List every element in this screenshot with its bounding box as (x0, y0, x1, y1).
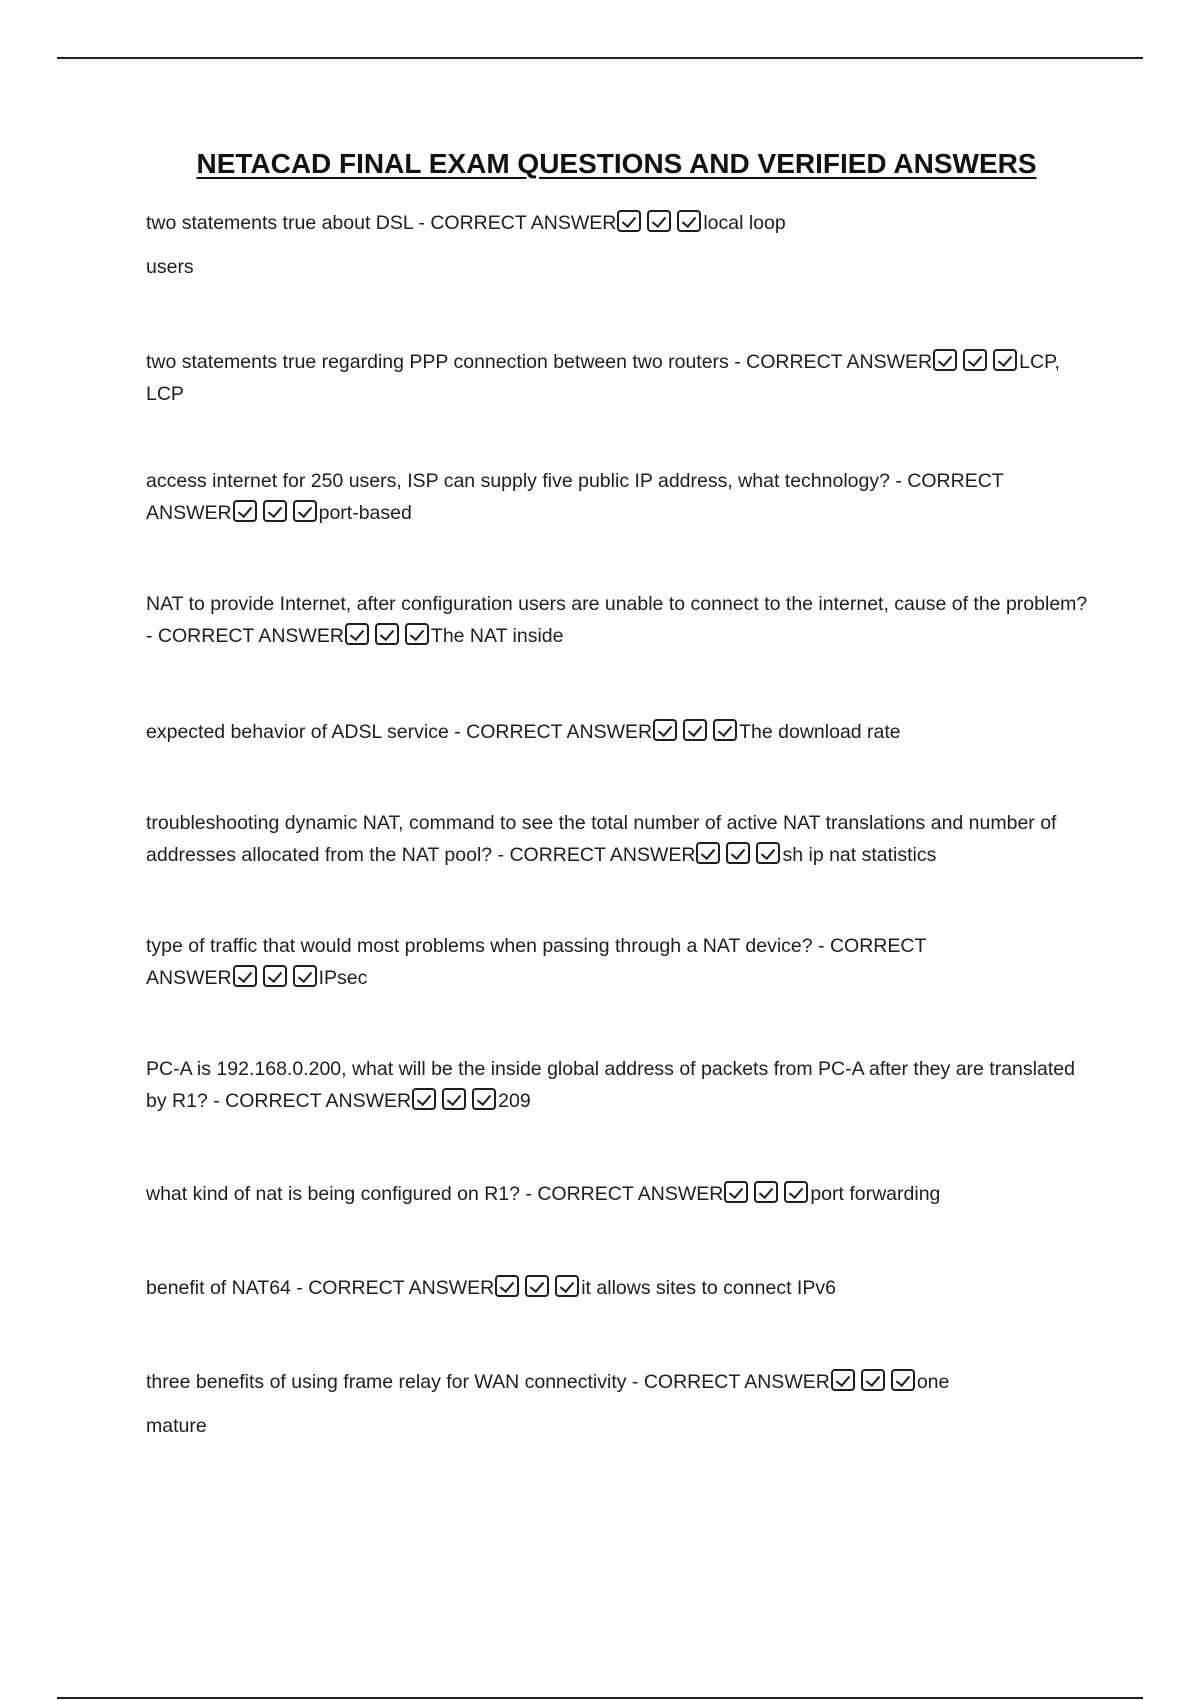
check-marks (617, 210, 701, 232)
qa-item-7 (146, 930, 976, 994)
checkbox-checked-icon (933, 349, 957, 371)
qa-item-4 (146, 588, 1096, 652)
question-text: PC-A is 192.168.0.200, what will be the inside global address of packets from PC-A after they are translated by R1? (146, 1058, 1075, 1112)
checkbox-checked-icon (683, 719, 707, 741)
checkbox-checked-icon (375, 623, 399, 645)
qa-item-8 (146, 1053, 1096, 1117)
question-text: what kind of nat is being configured on R1? (146, 1183, 520, 1205)
answer-text: sh ip nat statistics (782, 844, 937, 866)
answer-extra: mature (146, 1415, 207, 1437)
top-rule (57, 57, 1143, 59)
checkbox-checked-icon (754, 1181, 778, 1203)
question-text: troubleshooting dynamic NAT, command to see the total number of active NAT translations and number of addresses allocated from the NAT pool? (146, 812, 1057, 866)
checkbox-checked-icon (472, 1088, 496, 1110)
answer-text: port forwarding (810, 1183, 941, 1205)
checkbox-checked-icon (647, 210, 671, 232)
checkbox-checked-icon (263, 965, 287, 987)
question-text: benefit of NAT64 (146, 1277, 291, 1299)
checkbox-checked-icon (677, 210, 701, 232)
check-marks (696, 842, 780, 864)
checkbox-checked-icon (891, 1369, 915, 1391)
checkbox-checked-icon (831, 1369, 855, 1391)
correct-answer-label: - CORRECT ANSWER (492, 844, 696, 866)
question-text: two statements true regarding PPP connection between two routers (146, 351, 729, 373)
checkbox-checked-icon (293, 965, 317, 987)
question-text: expected behavior of ADSL service (146, 721, 449, 743)
qa-item-9 (146, 1178, 1096, 1210)
check-marks (724, 1181, 808, 1203)
checkbox-checked-icon (653, 719, 677, 741)
checkbox-checked-icon (405, 623, 429, 645)
checkbox-checked-icon (555, 1275, 579, 1297)
answer-text: IPsec (318, 967, 368, 989)
page-title: NETACAD FINAL EXAM QUESTIONS AND VERIFIED ANSWERS (196, 148, 1037, 179)
checkbox-checked-icon (293, 500, 317, 522)
correct-answer-label: - CORRECT ANSWER (448, 721, 653, 743)
correct-answer-label: - CORRECT ANSWER (520, 1183, 724, 1205)
question-text: two statements true about DSL (146, 212, 414, 234)
checkbox-checked-icon (726, 842, 750, 864)
checkbox-checked-icon (756, 842, 780, 864)
qa-item-5 (146, 716, 1096, 748)
checkbox-checked-icon (993, 349, 1017, 371)
check-marks (831, 1369, 915, 1391)
qa-item-10 (146, 1272, 1096, 1304)
correct-answer-label: - CORRECT ANSWER (626, 1371, 830, 1393)
checkbox-checked-icon (233, 500, 257, 522)
answer-text: it allows sites to connect IPv6 (581, 1277, 836, 1299)
checkbox-checked-icon (495, 1275, 519, 1297)
check-marks (933, 349, 1017, 371)
checkbox-checked-icon (412, 1088, 436, 1110)
checkbox-checked-icon (784, 1181, 808, 1203)
correct-answer-label: - CORRECT ANSWER (207, 1090, 412, 1112)
question-text: three benefits of using frame relay for WAN connectivity (146, 1371, 627, 1393)
answer-text: one (916, 1371, 950, 1393)
answer-text: port-based (318, 502, 412, 524)
check-marks (412, 1088, 496, 1110)
answer-text: 209 (498, 1090, 531, 1112)
qa-item-11 (146, 1366, 1096, 1442)
correct-answer-label: - CORRECT ANSWER (146, 935, 927, 989)
checkbox-checked-icon (724, 1181, 748, 1203)
correct-answer-label: - CORRECT ANSWER (290, 1277, 495, 1299)
qa-item-3 (146, 465, 1026, 529)
check-marks (495, 1275, 579, 1297)
checkbox-checked-icon (233, 965, 257, 987)
checkbox-checked-icon (525, 1275, 549, 1297)
check-marks (233, 500, 317, 522)
qa-item-2 (146, 346, 1086, 410)
answer-text: The NAT inside (430, 625, 564, 647)
checkbox-checked-icon (696, 842, 720, 864)
answer-text: LCP, LCP (146, 351, 1060, 405)
correct-answer-label: - CORRECT ANSWER (728, 351, 933, 373)
question-text: NAT to provide Internet, after configuration users are unable to connect to the internet, cause of the problem? (146, 593, 1088, 615)
answer-extra: users (146, 256, 194, 278)
checkbox-checked-icon (963, 349, 987, 371)
question-text: access internet for 250 users, ISP can supply five public IP address, what technology? (146, 470, 890, 492)
checkbox-checked-icon (263, 500, 287, 522)
answer-text: The download rate (739, 721, 901, 743)
check-marks (233, 965, 317, 987)
checkbox-checked-icon (442, 1088, 466, 1110)
correct-answer-label: - CORRECT ANSWER (146, 625, 344, 647)
qa-item-6 (146, 807, 1106, 871)
checkbox-checked-icon (713, 719, 737, 741)
question-text: type of traffic that would most problems when passing through a NAT device? (146, 935, 813, 957)
check-marks (345, 623, 429, 645)
correct-answer-label: - CORRECT ANSWER (413, 212, 617, 234)
correct-answer-label: - CORRECT ANSWER (146, 470, 1004, 524)
checkbox-checked-icon (617, 210, 641, 232)
checkbox-checked-icon (345, 623, 369, 645)
answer-text: local loop (703, 212, 786, 234)
bottom-rule (57, 1697, 1143, 1699)
qa-item-1 (146, 207, 1096, 283)
checkbox-checked-icon (861, 1369, 885, 1391)
check-marks (653, 719, 737, 741)
